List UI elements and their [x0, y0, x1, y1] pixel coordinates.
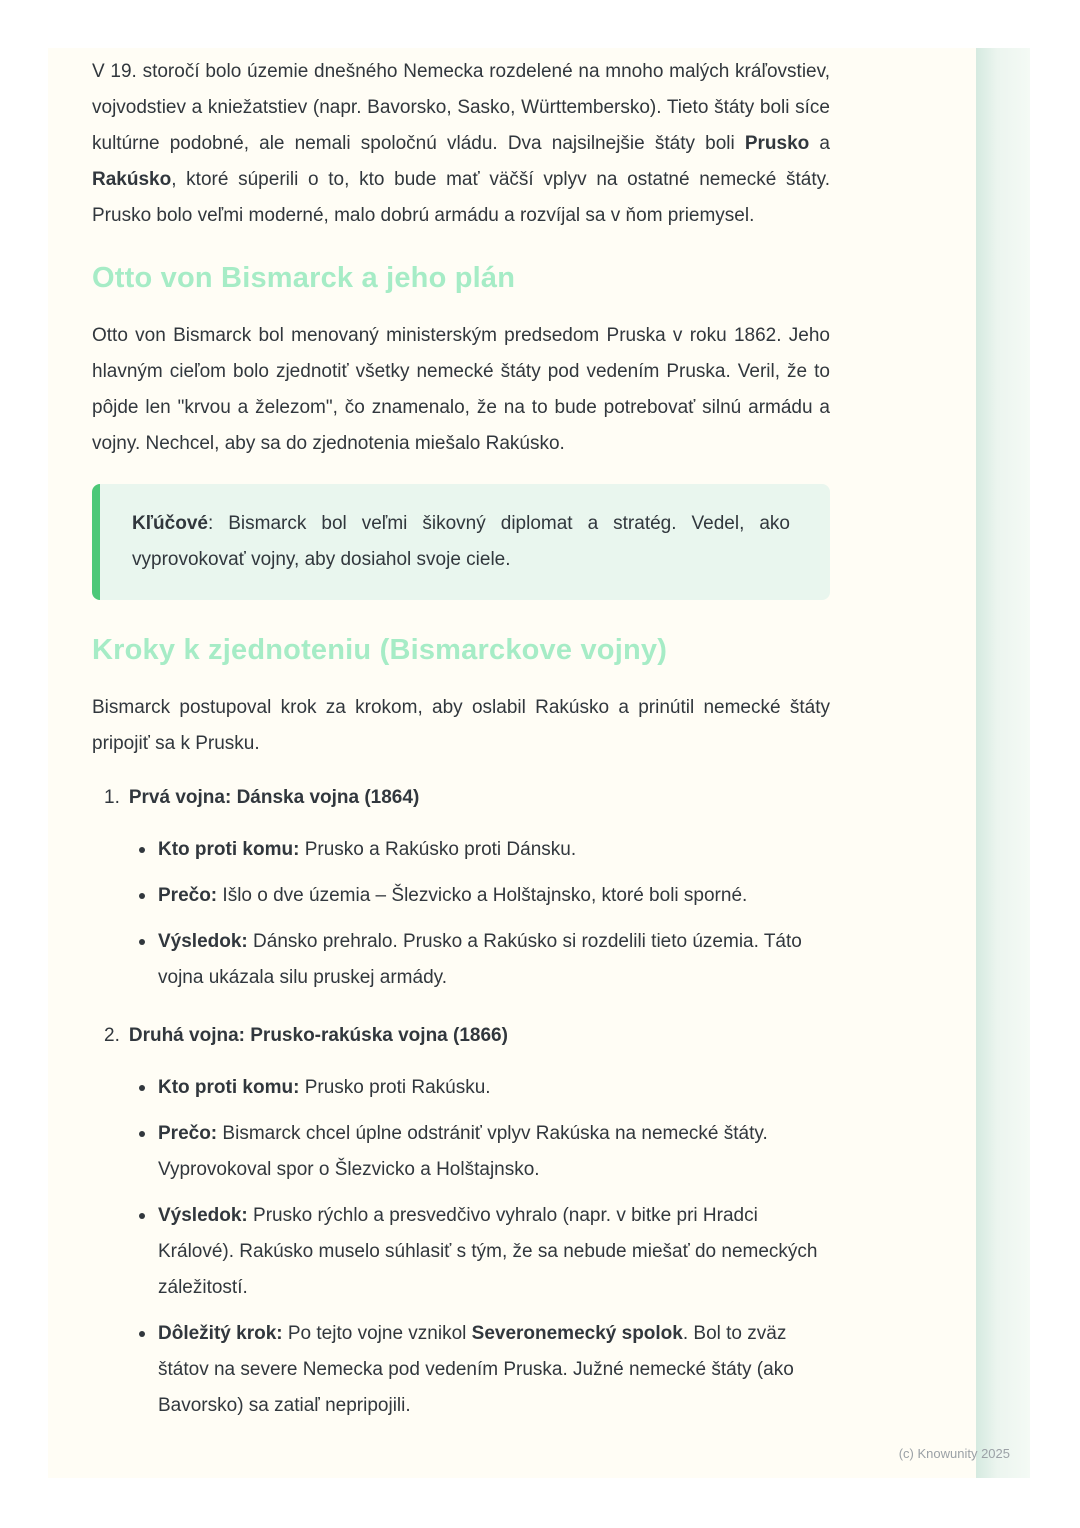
bullet-dot-icon — [139, 939, 145, 945]
war-title-row — [104, 780, 830, 816]
bullet-result — [137, 924, 830, 996]
bullet-text: Prusko a Rakúsko proti Dánsku. — [299, 839, 577, 860]
bullet-label: Kto proti komu: — [158, 1077, 300, 1098]
war-item-danish — [92, 780, 830, 996]
callout-text: : Bismarck bol veľmi šikovný diplomat a stratég. Vedel, ako vyprovokovať vojny, aby dosiahol svoje ciele. — [132, 513, 790, 570]
bullet-label: Kto proti komu: — [158, 839, 300, 860]
bullet-label: Prečo: — [158, 1123, 218, 1144]
bullet-text: Po tejto vojne vznikol — [282, 1323, 472, 1344]
bullet-dot-icon — [139, 847, 145, 853]
war-title: Druhá vojna: Prusko-rakúska vojna (1866) — [128, 1025, 508, 1046]
bullet-label: Výsledok: — [158, 1205, 248, 1226]
section-heading-bismarck-plan: Otto von Bismarck a jeho plán — [92, 262, 516, 294]
bullet-dot-icon — [139, 893, 145, 899]
intro-text: , ktoré súperili o to, kto bude mať väčší vplyv na ostatné nemecké štáty. Prusko bolo veľmi moderné, malo dobrú armádu a rozvíjal sa v ňom priemysel. — [92, 169, 830, 226]
bullet-text: Prusko rýchlo a presvedčivo vyhralo (napr. v bitke pri Hradci Králové). Rakúsko muselo súhlasiť s tým, že sa nebude miešať do nemeckých záležitostí. — [158, 1205, 818, 1298]
wars-list — [92, 780, 830, 1424]
bullet-label: Dôležitý krok: — [158, 1323, 283, 1344]
bullet-important-step — [137, 1316, 830, 1424]
intro-text: V 19. storočí bolo územie dnešného Nemecka rozdelené na mnoho malých kráľovstiev, vojvodstiev a kniežatstiev (napr. Bavorsko, Sasko, Württembersko). Tieto štáty boli síce kultúrne podobné, ale nemali spoločnú vládu. Dva najsilnejšie štáty boli — [92, 61, 830, 154]
bullet-text: . Bol to zväz štátov na severe Nemecka pod vedením Pruska. Južné nemecké štáty (ako Bavorsko) sa zatiaľ nepripojili. — [158, 1323, 794, 1416]
right-edge-stripe — [976, 48, 1030, 1478]
unification-steps-paragraph: Bismarck postupoval krok za krokom, aby oslabil Rakúsko a prinútil nemecké štáty pripojiť sa k Prusku. — [92, 697, 830, 754]
war-title: Prvá vojna: Dánska vojna (1864) — [128, 787, 420, 808]
section-heading-unification-steps: Kroky k zjednoteniu (Bismarckove vojny) — [92, 634, 668, 666]
bullet-dot-icon — [139, 1085, 145, 1091]
bullet-why — [137, 878, 830, 914]
document-page — [48, 48, 1030, 1478]
callout-label: Kľúčové — [132, 513, 208, 534]
war-number: 2. — [104, 1025, 120, 1046]
keyword-rakusko: Rakúsko — [92, 169, 172, 190]
war-item-austro-prussian — [92, 1018, 830, 1424]
intro-text: a — [809, 133, 830, 154]
bullet-label: Výsledok: — [158, 931, 248, 952]
keyword-prusko: Prusko — [744, 133, 810, 154]
war-bullets — [137, 832, 830, 996]
bullet-why — [137, 1116, 830, 1188]
bullet-text: Išlo o dve územia – Šlezvicko a Holštajnsko, ktoré boli sporné. — [217, 885, 748, 906]
bullet-dot-icon — [139, 1331, 145, 1337]
war-number: 1. — [104, 787, 120, 808]
bullet-who — [137, 1070, 830, 1106]
copyright-footer: (c) Knowunity 2025 — [898, 1446, 1010, 1461]
war-title-row — [104, 1018, 830, 1054]
bullet-text: Dánsko prehralo. Prusko a Rakúsko si rozdelili tieto územia. Táto vojna ukázala silu pruskej armády. — [158, 931, 802, 988]
key-callout-box — [92, 484, 830, 600]
bullet-who — [137, 832, 830, 868]
bismarck-plan-paragraph: Otto von Bismarck bol menovaný ministerským predsedom Pruska v roku 1862. Jeho hlavným cieľom bolo zjednotiť všetky nemecké štáty pod vedením Pruska. Veril, že to pôjde len "krvou a železom", čo znamenalo, že na to bude potrebovať silnú armádu a vojny. Nechcel, aby sa do zjednotenia miešalo Rakúsko. — [92, 325, 830, 454]
intro-paragraph — [92, 54, 830, 234]
document-content — [92, 48, 830, 1424]
keyword-severonemecky-spolok: Severonemecký spolok — [471, 1323, 683, 1344]
bullet-text: Bismarck chcel úplne odstrániť vplyv Rakúska na nemecké štáty. Vyprovokoval spor o Šlezvicko a Holštajnsko. — [158, 1123, 768, 1180]
bullet-text: Prusko proti Rakúsku. — [299, 1077, 491, 1098]
bullet-label: Prečo: — [158, 885, 218, 906]
bullet-result — [137, 1198, 830, 1306]
bullet-dot-icon — [139, 1213, 145, 1219]
bullet-dot-icon — [139, 1131, 145, 1137]
war-bullets — [137, 1070, 830, 1424]
